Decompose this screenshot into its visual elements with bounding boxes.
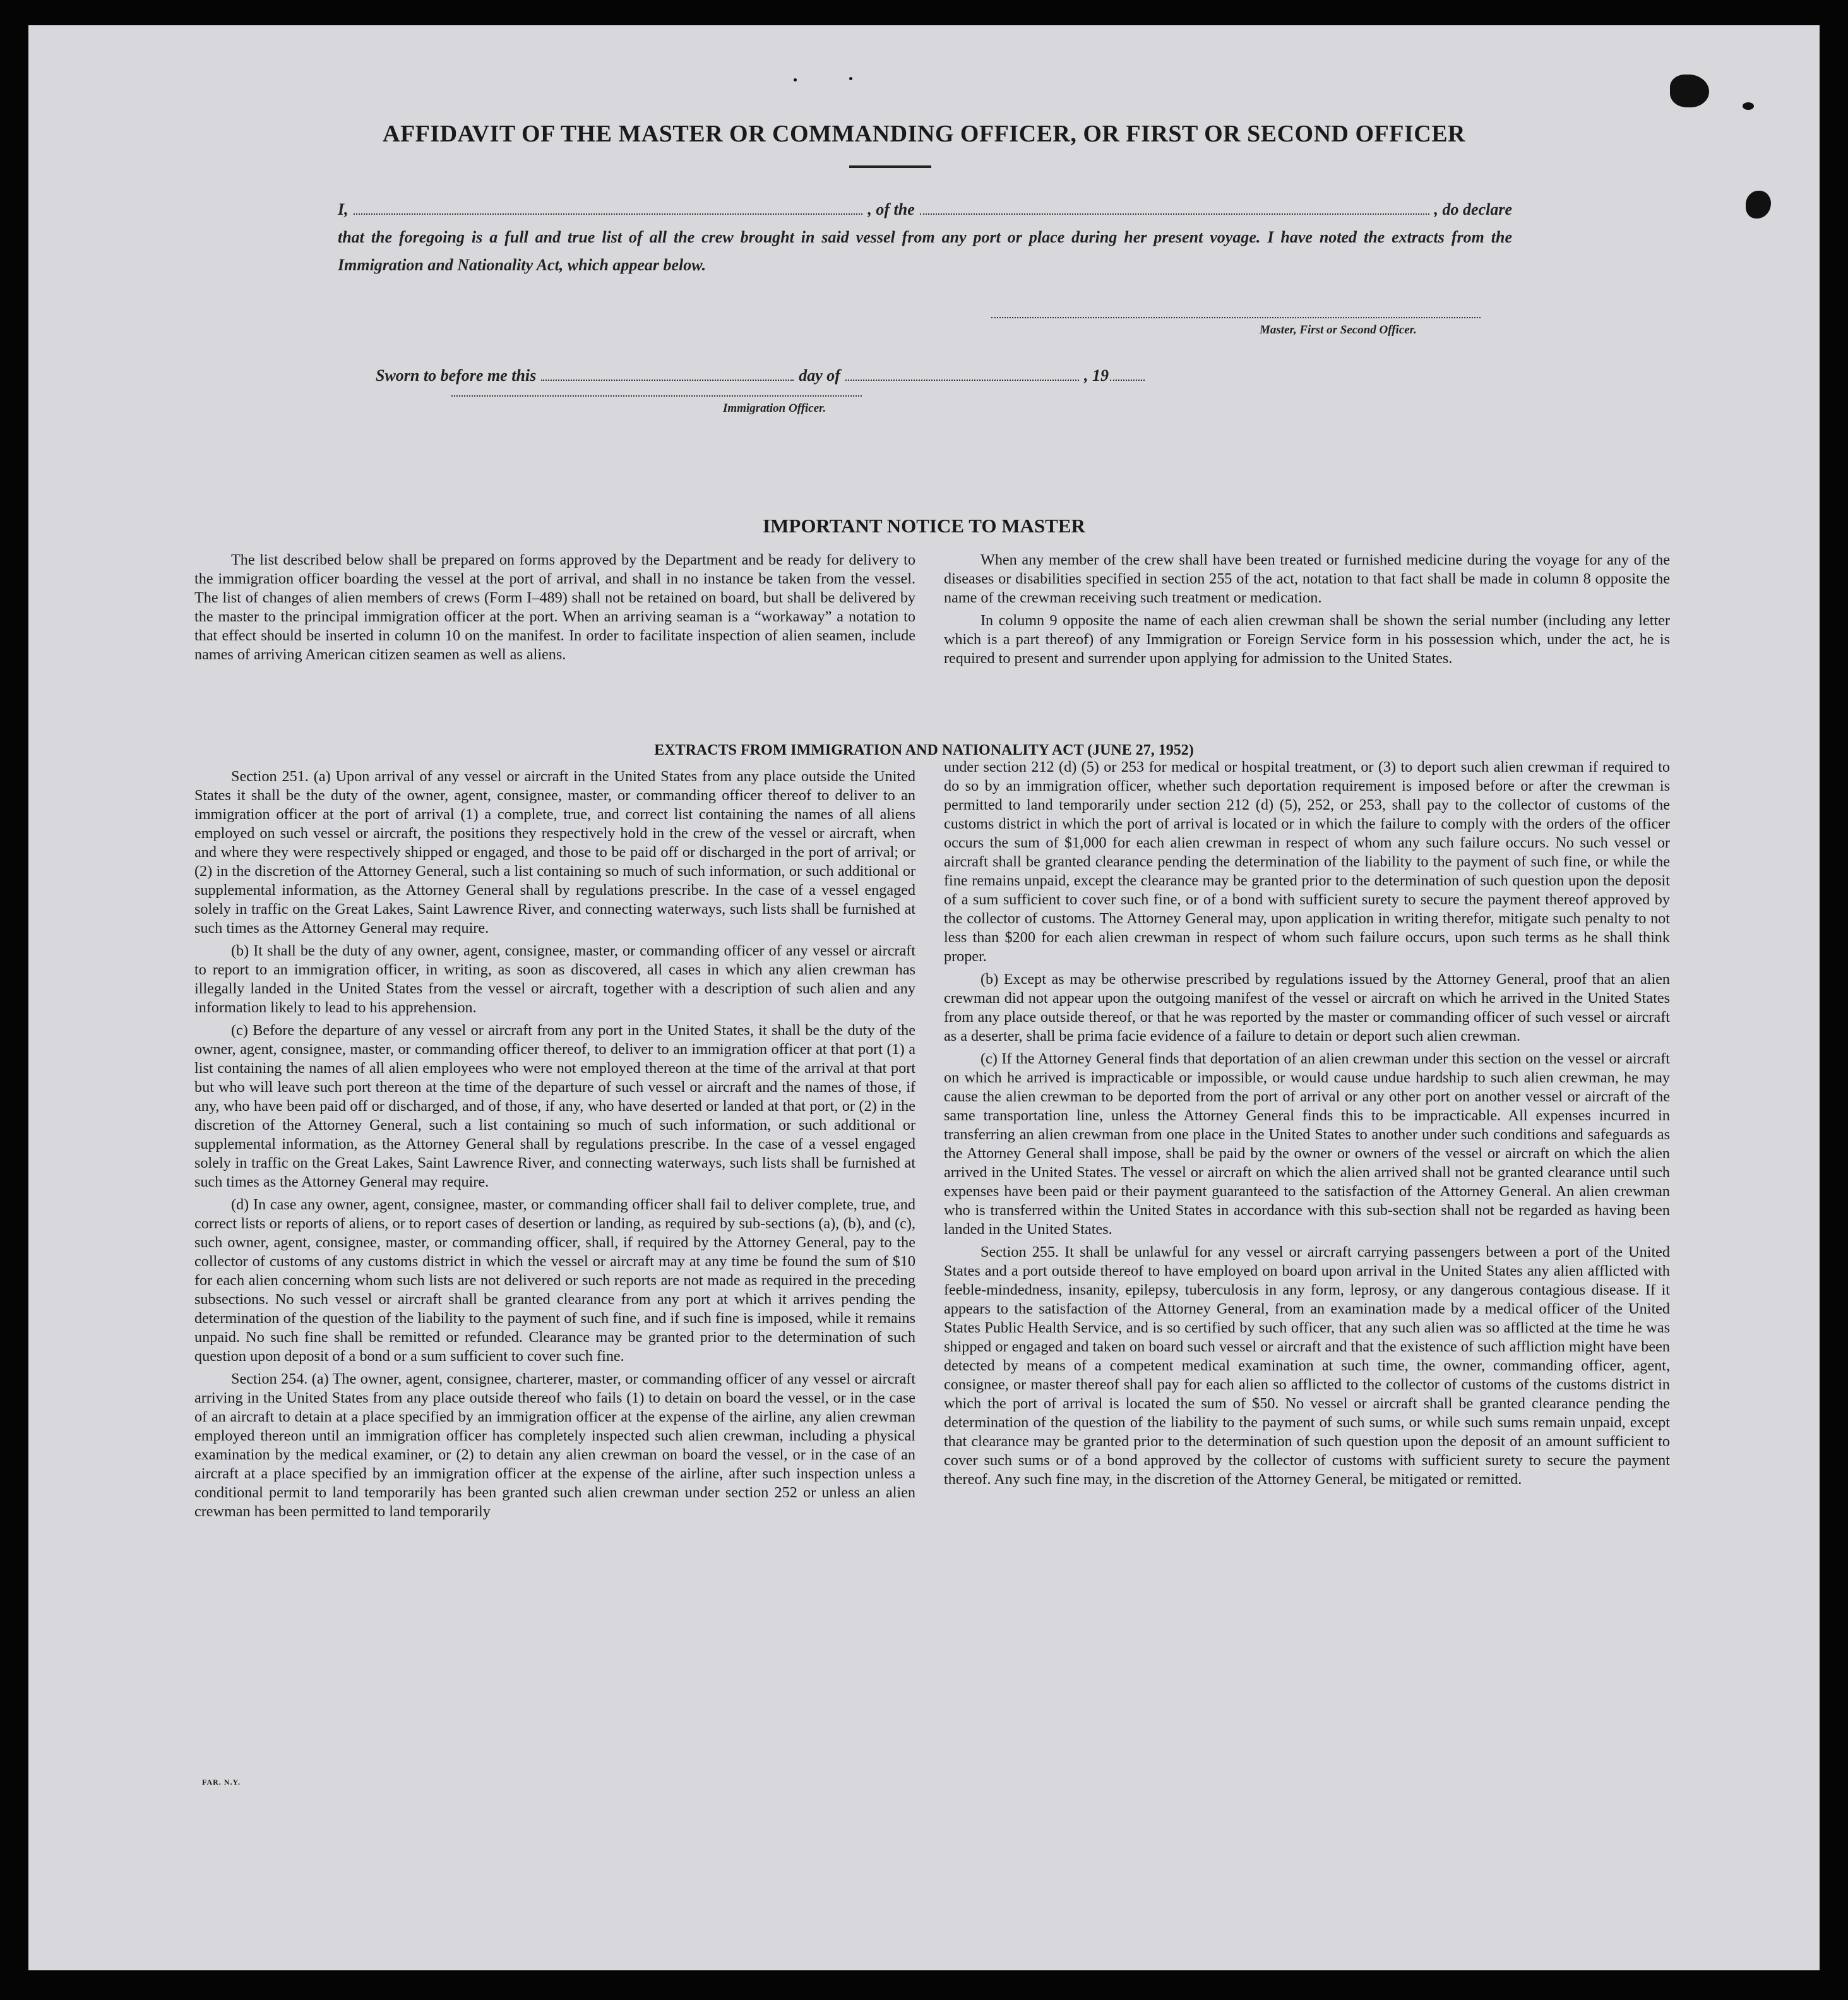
notice-title: IMPORTANT NOTICE TO MASTER — [763, 515, 1085, 537]
declaration-body: that the foregoing is a full and true list of all the crew brought in said vessel from any port or place during her present voyage. I have noted the extracts from the Immigration and Nationality Act, which appear below. — [338, 228, 1512, 274]
printer-mark: FAR. N.Y. — [202, 1778, 241, 1787]
extracts-left-column — [194, 767, 915, 1525]
immigration-officer-label: Immigration Officer. — [723, 402, 826, 415]
declaration-line — [338, 196, 1512, 224]
extract-paragraph: (d) In case any owner, agent, consignee, master, or commanding officer shall fail to deliver complete, true, and correct lists or reports of aliens, or to report cases of desertion or landing, as required by sub-sections (a), (b), and (c), such owner, agent, consignee, master, or commanding officer, shall, if required by the Attorney General, pay to the collector of customs of any customs district in which the vessel or aircraft may at any time be found the sum of $10 for each alien concerning whom such lists are not delivered or such reports are not made as required in the preceding subsections. No such vessel or aircraft shall be granted clearance from any port at which it arrives pending the determination of the question of the liability to the payment of such fine, and if such fine is imposed, while it remains unpaid. No such fine shall be remitted or refunded. Clearance may be granted prior to the determination of such question upon deposit of a bond or a sum sufficient to cover such fine. — [194, 1196, 915, 1365]
extract-paragraph: (c) If the Attorney General finds that deportation of an alien crewman under this section on the vessel or aircraft on which he arrived is impracticable or impossible, or would cause undue hardship to such alien crewman, he may cause the alien crewman to be deported from the port of arrival or any other port on another vessel or aircraft of the same transportation line, unless the Attorney General finds this to be impracticable. All expenses incurred in transferring an alien crewman from one place in the United States to another under such conditions and safeguards as the Attorney General shall impose, shall be paid by the owner or owners of the vessel or aircraft on which the alien arrived in the United States. The vessel or aircraft on which the alien arrived shall not be granted clearance until such expenses have been paid or their payment guaranteed to the satisfaction of the Attorney General. An alien crewman who is transferred within the United States in accordance with this sub-section shall not be regarded as having been landed in the United States. — [944, 1050, 1670, 1238]
declaration-prefix: I, — [338, 200, 349, 219]
extract-paragraph: Section 254. (a) The owner, agent, consignee, charterer, master, or commanding officer of any vessel or aircraft arriving in the United States from any place outside thereof who fails (1) to detain on board the vessel, or in the case of an aircraft to detain at a place specified by an immigration officer at the expense of the airline, any alien crewman employed thereon until an immigration officer has completely inspected such alien crewman, including a physical examination by the medical examiner, or (2) to detain any alien crewman on board the vessel, or in the case of an aircraft at a place specified by an immigration officer at the expense of the airline, after such inspection unless a conditional permit to land temporarily has been granted such alien crewman under section 252 or unless an alien crewman has been permitted to land temporarily — [194, 1370, 915, 1520]
sworn-prefix: Sworn to before me this — [376, 366, 537, 385]
day-blank[interactable] — [541, 367, 794, 381]
extracts-title: EXTRACTS FROM IMMIGRATION AND NATIONALITY ACT (JUNE 27, 1952) — [654, 742, 1194, 758]
notice-paragraph: When any member of the crew shall have been treated or furnished medicine during the voyage for any of the diseases or disabilities specified in section 255 of the act, notation to that fact shall be made in column 8 opposite the name of the crewman receiving such treatment or medication. — [944, 551, 1670, 606]
notice-right-column — [944, 551, 1670, 672]
notice-left-column — [194, 551, 915, 668]
extract-paragraph: Section 251. (a) Upon arrival of any vessel or aircraft in the United States from any place outside the United States it shall be the duty of the owner, agent, consignee, master, or commanding officer thereof to deliver to an immigration officer at the port of arrival (1) a complete, true, and correct list containing the names of all aliens employed on such vessel or aircraft, the positions they respectively hold in the crew of the vessel or aircraft, when and where they were respectively shipped or engaged, and those to be paid off or discharged in the port of arrival; or (2) in the discretion of the Attorney General, such a list containing so much of such information, or such additional or supplemental information, as the Attorney General shall by regulations prescribe. In the case of a vessel engaged solely in traffic on the Great Lakes, Saint Lawrence River, and connecting waterways, such lists shall be furnished at such times as the Attorney General may require. — [194, 768, 915, 937]
dust-mark — [794, 78, 797, 81]
year-blank[interactable] — [1110, 367, 1145, 381]
immigration-officer-line[interactable] — [451, 395, 862, 397]
year-prefix: , 19 — [1083, 366, 1109, 385]
month-blank[interactable] — [845, 367, 1079, 381]
of-the-label: , of the — [867, 200, 915, 219]
master-signature-label: Master, First or Second Officer. — [1260, 323, 1417, 337]
extract-paragraph: (b) It shall be the duty of any owner, agent, consignee, master, or commanding officer of any vessel or aircraft to report to an immigration officer, in writing, as soon as discovered, all cases in which any alien crewman has illegally landed in the United States from the vessel or aircraft, together with a description of such alien and any information likely to lead to his apprehension. — [194, 942, 915, 1016]
extracts-right-column — [944, 758, 1670, 1493]
dust-mark — [849, 77, 852, 80]
do-declare-label: , do declare — [1434, 200, 1513, 219]
title-rule — [849, 165, 931, 168]
extract-paragraph: (c) Before the departure of any vessel or aircraft from any port in the United States, it shall be the duty of the owner, agent, consignee, master, or commanding officer thereof, to deliver to an immigration officer at that port (1) a list containing the names of all alien employees who were not employed thereon at the time of the arrival at that port but who will leave such port thereon at the time of the departure of such vessel or aircraft and the names of those, if any, who have been paid off or discharged, and of those, if any, who have deserted or landed at that port, or (2) in the discretion of the Attorney General, such a list containing so much of such information, or such additional or supplemental information, as the Attorney General shall by regulations prescribe. In the case of a vessel engaged solely in traffic on the Great Lakes, Saint Lawrence River, and connecting waterways, such lists shall be furnished at such times as the Attorney General may require. — [194, 1022, 915, 1190]
document-page — [28, 25, 1820, 1970]
vessel-blank[interactable] — [920, 201, 1429, 215]
declaration-block — [338, 196, 1512, 279]
hole-mark — [1746, 191, 1771, 219]
master-signature-line[interactable] — [991, 317, 1481, 318]
day-of-label: day of — [799, 366, 840, 385]
hole-mark — [1743, 102, 1754, 110]
name-blank[interactable] — [354, 201, 863, 215]
notice-paragraph: In column 9 opposite the name of each alien crewman shall be shown the serial number (including any letter which is a part thereof) of any Immigration or Foreign Service form in his possession which, under the act, he is required to present and surrender upon applying for admission to the United States. — [944, 612, 1670, 667]
hole-mark — [1670, 75, 1709, 107]
extract-paragraph: Section 255. It shall be unlawful for any vessel or aircraft carrying passengers between a port of the United States and a port outside thereof to have employed on board upon arrival in the United States any alien afflicted with feeble-mindedness, insanity, epilepsy, tuberculosis in any form, leprosy, or any dangerous contagious disease. If it appears to the satisfaction of the Attorney General, from an examination made by a medical officer of the United States Public Health Service, and is so certified by such officer, that any such alien was so afflicted at the time he was shipped or engaged and taken on board such vessel or aircraft and that the existence of such affliction might have been detected by means of a competent medical examination at such time, the owner, commanding officer, agent, consignee, or master thereof shall pay for each alien so afflicted to the collector of customs of the customs district in which the port of arrival is located the sum of $50. No vessel or aircraft shall be granted clearance pending the determination of the question of the liability to the payment of such sums, or while such sums remain unpaid, except that clearance may be granted prior to the determination of such question upon the deposit of an amount sufficient to cover such sums or of a bond approved by the collector of customs with sufficient surety to secure the payment thereof. Any such fine may, in the discretion of the Attorney General, be mitigated or remitted. — [944, 1243, 1670, 1488]
page-title: AFFIDAVIT OF THE MASTER OR COMMANDING OFFICER, OR FIRST OR SECOND OFFICER — [383, 121, 1465, 147]
extract-paragraph: under section 212 (d) (5) or 253 for medical or hospital treatment, or (3) to deport such alien crewman if required to do so by an immigration officer, whether such deportation requirement is imposed before or after the crewman is permitted to land temporarily under section 212 (d) (5), 252, or 253, shall pay to the collector of customs of the customs district in which the port of arrival is located or in which the failure to comply with the orders of the officer occurs the sum of $1,000 for each alien crewman in respect of whom any such failure occurs. No such vessel or aircraft shall be granted clearance pending the determination of the liability to the payment of such fine, or while the fine remains unpaid, except the clearance may be granted prior to the determination of such question upon the deposit of a sum sufficient to cover such fine, or of a bond with sufficient surety to secure the payment thereof approved by the collector of customs. The Attorney General may, upon application in writing therefor, mitigate such penalty to not less than $200 for each alien crewman in respect of whom such failure occurs, upon such terms as he shall think proper. — [944, 758, 1670, 965]
sworn-line — [376, 366, 1260, 385]
extract-paragraph: (b) Except as may be otherwise prescribed by regulations issued by the Attorney General, proof that an alien crewman did not appear upon the outgoing manifest of the vessel or aircraft on which he arrived in the United States from any place outside thereof, or that he was reported by the master or commanding officer of such vessel or aircraft as a deserter, shall be prima facie evidence of a failure to detain or deport such alien crewman. — [944, 971, 1670, 1045]
notice-paragraph: The list described below shall be prepared on forms approved by the Department and be ready for delivery to the immigration officer boarding the vessel at the port of arrival, and shall in no instance be taken from the vessel. The list of changes of alien members of crews (Form I–489) shall not be retained on board, but shall be delivered by the master to the principal immigration officer at the port. When an arriving seaman is a “workaway” a notation to that effect should be inserted in column 10 on the manifest. In order to facilitate inspection of alien seamen, include names of arriving American citizen seamen as well as aliens. — [194, 551, 915, 663]
